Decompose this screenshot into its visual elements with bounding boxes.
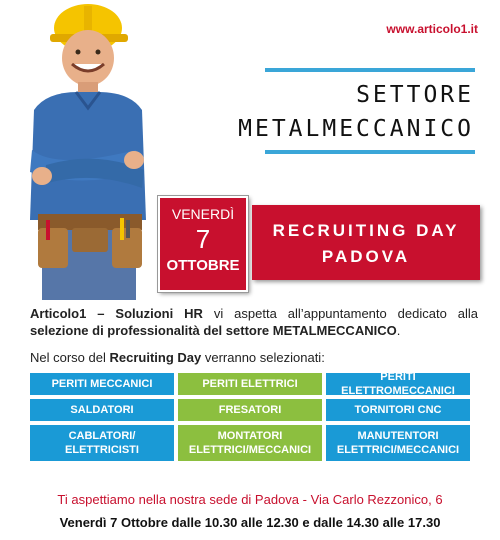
event-schedule: Venerdì 7 Ottobre dalle 10.30 alle 12.30 e dalle 14.30 alle 17.30 <box>59 515 441 530</box>
role-fresatori: FRESATORI <box>178 399 322 421</box>
role-periti-elettrici: PERITI ELETTRICI <box>178 373 322 395</box>
worker-illustration <box>16 0 166 300</box>
sector-title-line1: SETTORE <box>356 82 474 108</box>
lead-prefix: Nel corso del <box>30 350 110 365</box>
role-saldatori: SALDATORI <box>30 399 174 421</box>
role-cablatori-elettricisti: CABLATORI/ ELETTRICISTI <box>30 425 174 461</box>
intro-text: vi aspetta all’appuntamento dedicato alla <box>202 306 478 321</box>
lead-suffix: verranno selezionati: <box>201 350 325 365</box>
website-url[interactable]: www.articolo1.it <box>386 22 478 36</box>
role-manutentori: MANUTENTORI ELETTRICI/MECCANICI <box>326 425 470 461</box>
intro-period: . <box>396 323 401 338</box>
recruiting-day-city: PADOVA <box>321 247 411 266</box>
role-montatori: MONTATORI ELETTRICI/MECCANICI <box>178 425 322 461</box>
sector-title-line2: METALMECCANICO <box>238 116 474 142</box>
lead-recruiting-day: Recruiting Day <box>109 350 202 365</box>
event-month: OTTOBRE <box>166 257 240 274</box>
company-name: Articolo1 – Soluzioni HR <box>30 306 203 321</box>
intro-paragraph <box>30 305 478 339</box>
title-top-rule <box>265 68 475 72</box>
event-day-label: VENERDÌ <box>171 206 235 222</box>
role-periti-meccanici: PERITI MECCANICI <box>30 373 174 395</box>
recruiting-day-banner <box>252 205 480 280</box>
event-day-number: 7 <box>195 224 211 254</box>
roles-grid <box>30 373 470 461</box>
roles-lead <box>30 350 325 365</box>
event-date-box <box>158 196 248 292</box>
recruiting-day-title: RECRUITING DAY <box>272 221 460 240</box>
role-tornitori-cnc: TORNITORI CNC <box>326 399 470 421</box>
event-location: Ti aspettiamo nella nostra sede di Padova - Via Carlo Rezzonico, 6 <box>57 492 443 507</box>
title-bottom-rule <box>265 150 475 154</box>
role-periti-elettromeccanici: PERITI ELETTROMECCANICI <box>326 373 470 395</box>
intro-selection: selezione di professionalità del settore METALMECCANICO <box>30 323 397 338</box>
